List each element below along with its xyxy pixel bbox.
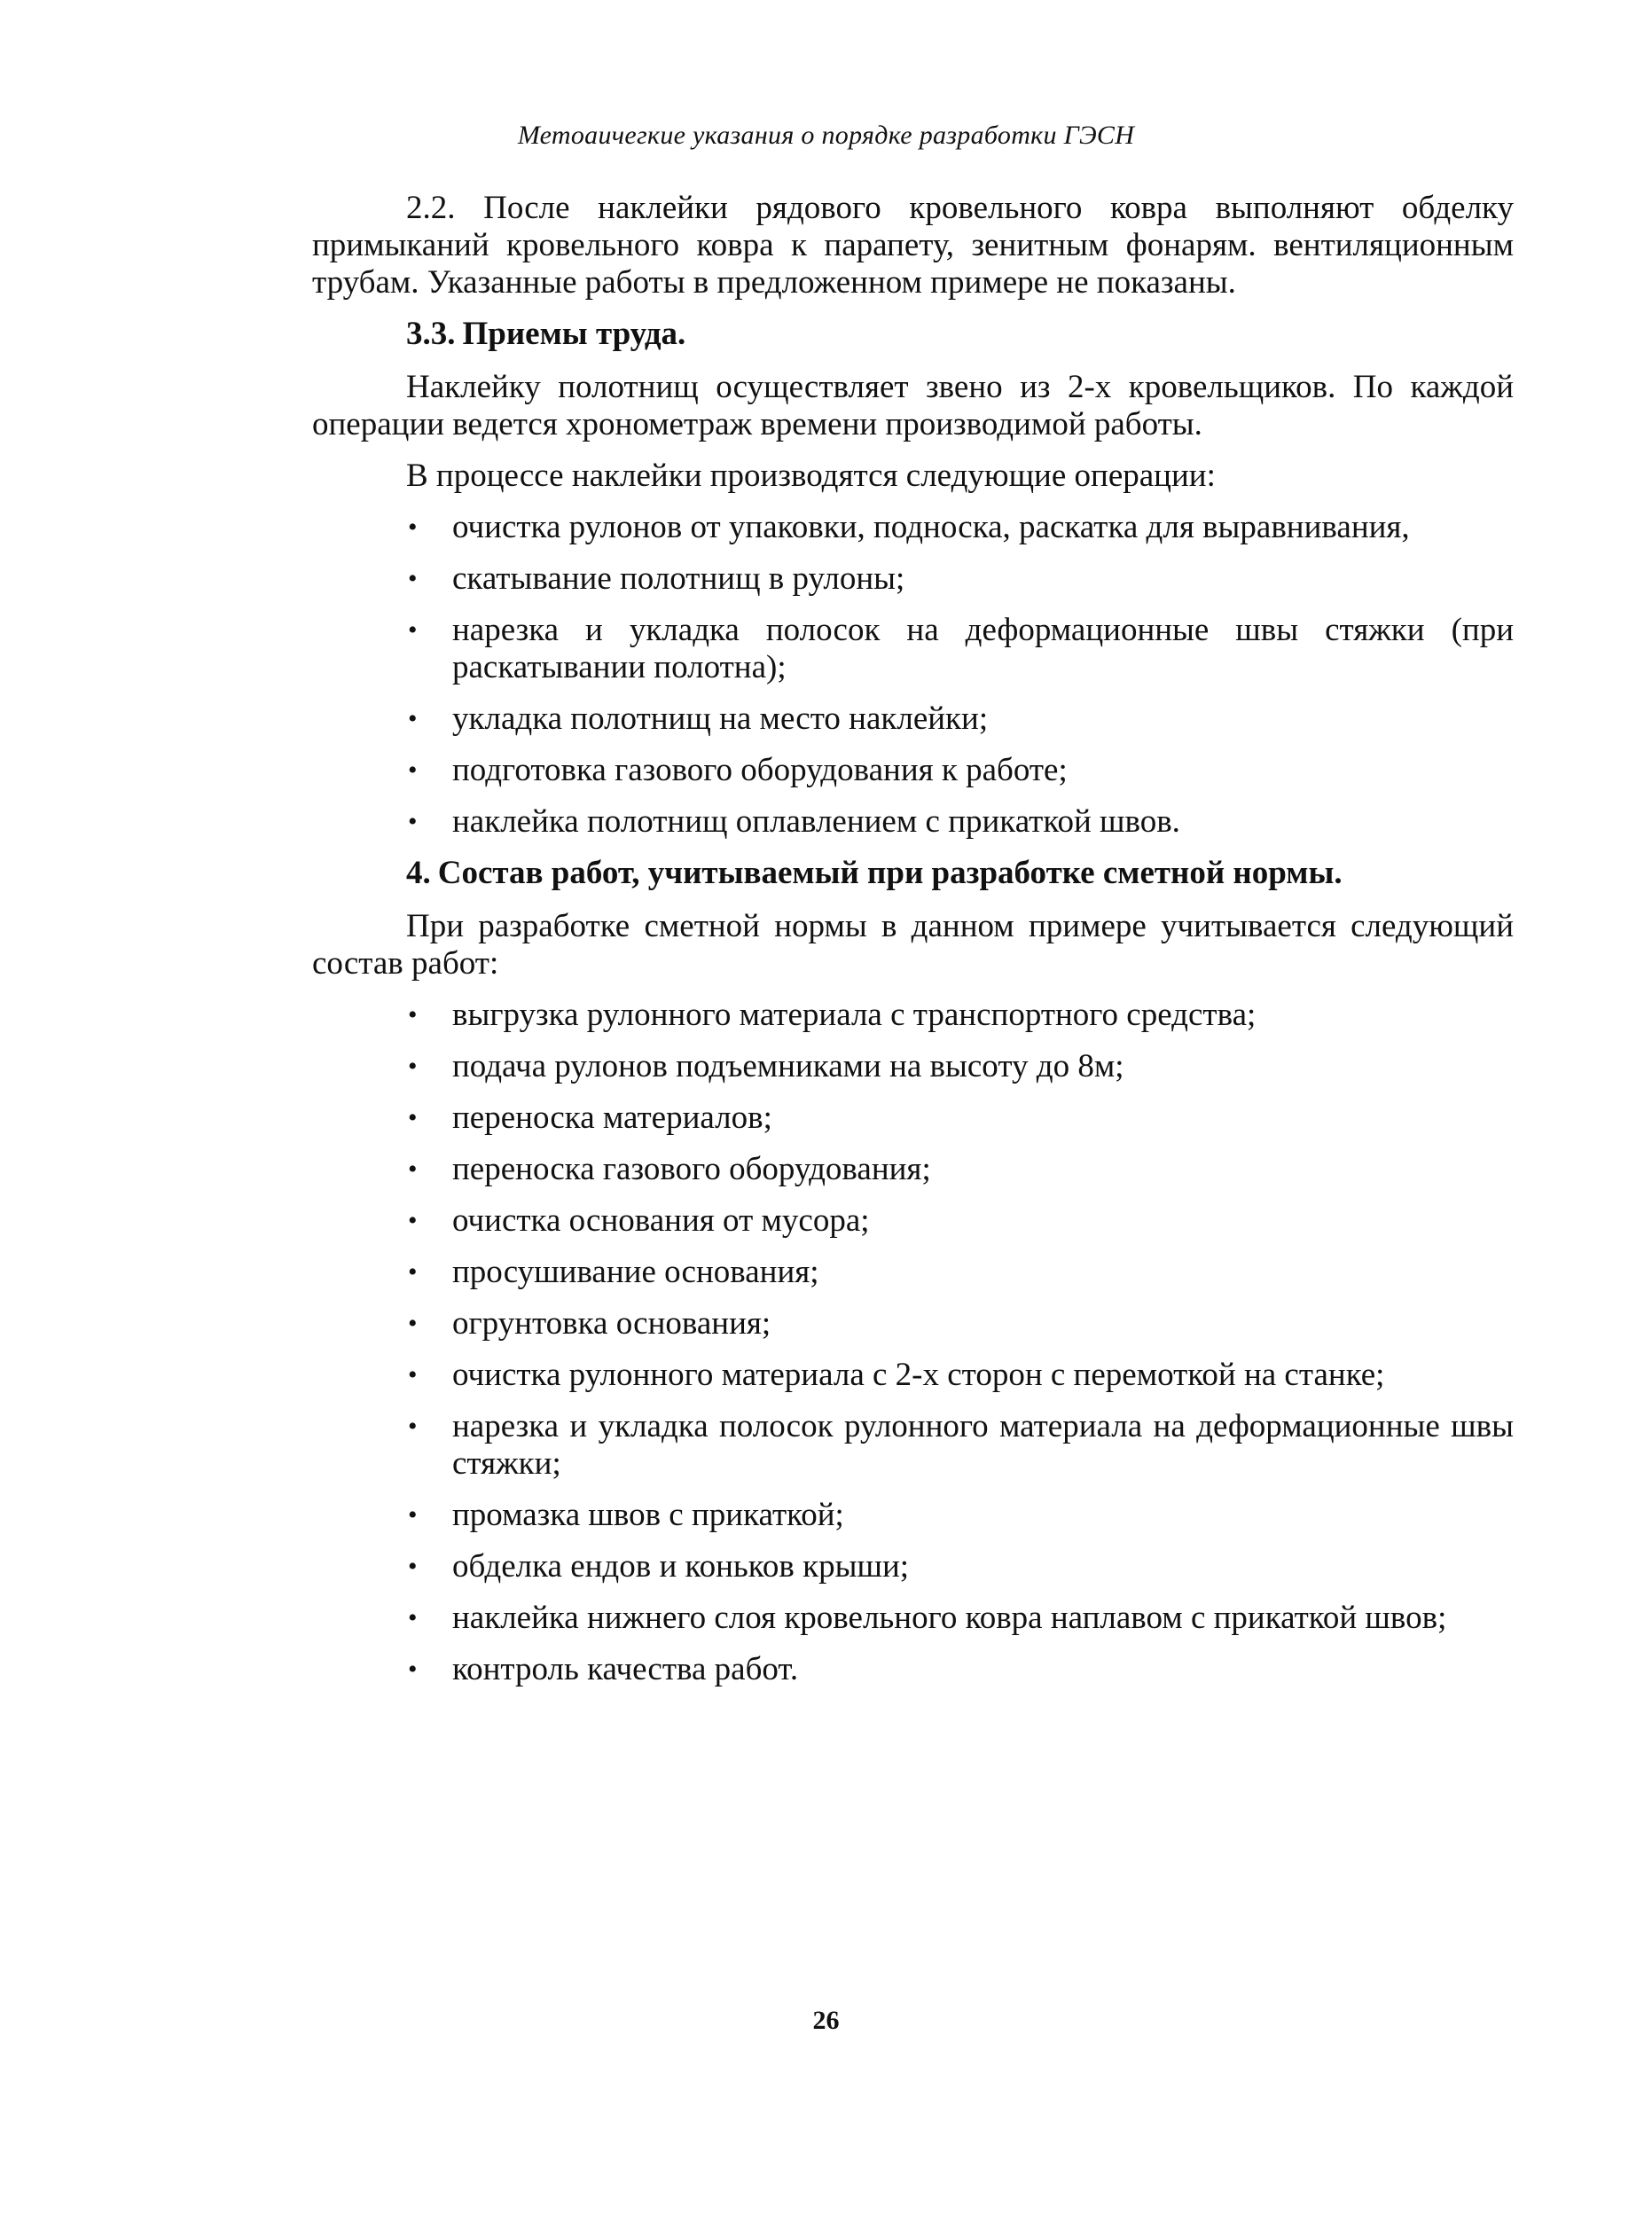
bullet-icon: • (408, 1206, 418, 1235)
heading-4 (312, 855, 1514, 892)
list-item (312, 752, 1514, 789)
bullet-icon: • (408, 1309, 418, 1338)
list-item-text: просушивание основания; (452, 1254, 819, 1290)
bullet-icon: • (408, 1500, 418, 1530)
heading-3-3-number: 3.3. (406, 316, 456, 352)
list-item-text: нарезка и укладка полосок рулонного материала на деформационные швы стяжки; (452, 1408, 1514, 1482)
list-item (312, 1048, 1514, 1085)
list-item (312, 1100, 1514, 1137)
bullet-icon: • (408, 755, 418, 785)
list-item-text: подача рулонов подъемниками на высоту до 8м; (452, 1048, 1124, 1084)
list-item (312, 1548, 1514, 1585)
bullet-icon: • (408, 1103, 418, 1132)
bullet-icon: • (408, 1052, 418, 1081)
list-item (312, 1202, 1514, 1240)
list-item (312, 1254, 1514, 1291)
list-item-text: укладка полотнищ на место наклейки; (452, 701, 989, 737)
list-item-text: очистка рулонов от упаковки, подноска, раскатка для выравнивания, (452, 509, 1410, 545)
bullet-icon: • (408, 1603, 418, 1632)
list-item (312, 1305, 1514, 1342)
document-body (312, 190, 1514, 1702)
list-item (312, 701, 1514, 738)
heading-3-3-title: Приемы труда. (462, 316, 686, 352)
running-header: Метоаичегкие указания о порядке разработки ГЭСН (517, 121, 1135, 150)
bullet-icon: • (408, 615, 418, 645)
list-item (312, 1151, 1514, 1188)
bullet-icon: • (408, 1412, 418, 1441)
list-item (312, 997, 1514, 1034)
heading-4-title: Состав работ, учитываемый при разработке сметной нормы. (437, 855, 1343, 891)
paragraph-3-3-b: В процессе наклейки производятся следующие операции: (406, 458, 1216, 494)
paragraph-3-3-a: Наклейку полотнищ осуществляет звено из 2-х кровельщиков. По каждой операции ведется хронометраж времени производимой работы. (312, 369, 1514, 442)
list-item-text: скатывание полотнищ в рулоны; (452, 560, 905, 597)
bullet-icon: • (408, 1257, 418, 1287)
heading-4-number: 4. (406, 855, 431, 891)
bullet-icon: • (408, 1552, 418, 1581)
page-number: 26 (812, 2006, 840, 2035)
list-item (312, 1408, 1514, 1483)
bullet-icon: • (408, 564, 418, 593)
list-item-text: обделка ендов и коньков крыши; (452, 1548, 910, 1585)
paragraph-2-2: 2.2. После наклейки рядового кровельного ковра выполняют обделку примыканий кровельного ковра к парапету, зенитным фонарям. вентиляционным трубам. Указанные работы в предложенном примере не показаны. (312, 190, 1514, 301)
list-item (312, 1651, 1514, 1688)
list-item-text: нарезка и укладка полосок на деформационные швы стяжки (при раскатывании полотна); (452, 612, 1514, 685)
list-item-text: контроль качества работ. (452, 1651, 799, 1687)
list-item-text: подготовка газового оборудования к работе; (452, 752, 1068, 788)
list-item-text: наклейка нижнего слоя кровельного ковра наплавом с прикаткой швов; (452, 1600, 1447, 1636)
heading-3-3 (312, 316, 1514, 353)
list-item (312, 560, 1514, 598)
list-item-text: промазка швов с прикаткой; (452, 1497, 844, 1533)
bullet-icon: • (408, 1000, 418, 1029)
bullet-icon: • (408, 1154, 418, 1184)
list-item-text: выгрузка рулонного материала с транспортного средства; (452, 997, 1257, 1033)
bullet-icon: • (408, 1360, 418, 1389)
operations-list (312, 509, 1514, 841)
bullet-icon: • (408, 704, 418, 733)
list-item (312, 509, 1514, 546)
list-item-text: наклейка полотнищ оплавлением с прикаткой швов. (452, 803, 1180, 840)
list-item-text: очистка рулонного материала с 2-х сторон с перемоткой на станке; (452, 1357, 1385, 1393)
list-item (312, 1497, 1514, 1534)
list-item (312, 1600, 1514, 1637)
bullet-icon: • (408, 513, 418, 542)
list-item-text: очистка основания от мусора; (452, 1202, 870, 1239)
list-item (312, 803, 1514, 841)
work-composition-list (312, 997, 1514, 1688)
bullet-icon: • (408, 1655, 418, 1684)
list-item-text: переноска материалов; (452, 1100, 772, 1136)
list-item-text: переноска газового оборудования; (452, 1151, 931, 1187)
bullet-icon: • (408, 807, 418, 836)
list-item (312, 612, 1514, 686)
list-item-text: огрунтовка основания; (452, 1305, 771, 1342)
paragraph-4: При разработке сметной нормы в данном примере учитывается следующий состав работ: (312, 908, 1514, 982)
list-item (312, 1357, 1514, 1394)
